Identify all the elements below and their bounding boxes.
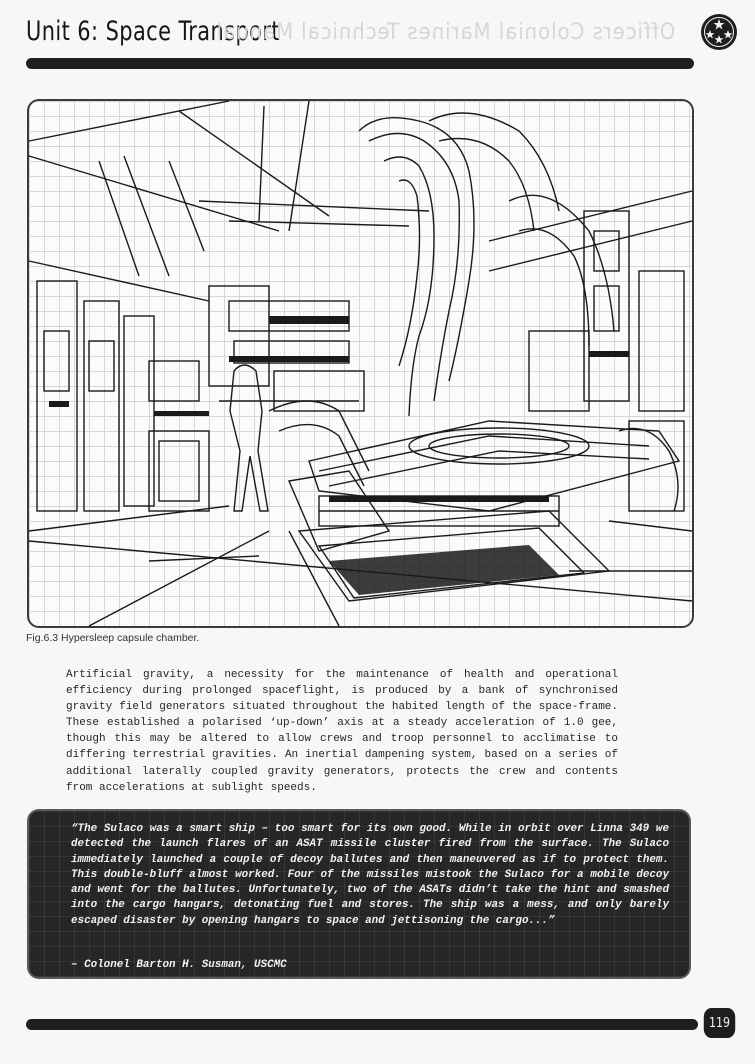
quote-text: “The Sulaco was a smart ship – too smart for its own good. While in orbit over Linna 349 we detected the launch flares of an ASAT missile cluster fired from the surface. The Sulaco immediately launched a couple of decoy ballutes and then maneuvered as if to protect them. This double-bluff almost worked. Four of the missiles mistook the Sulaco for a mobile decoy and went for the ballutes. Unfortunately, two of the ASATs didn’t take the hint and smashed into the cargo hangars, detonating fuel and stores. The ship was a mess, and only barely escaped disaster by opening hangars to space and jettisoning the cargo...” — [71, 823, 669, 927]
footer-bar — [26, 1019, 698, 1030]
hypersleep-chamber-illustration — [29, 101, 692, 626]
body-paragraph: Artificial gravity, a necessity for the maintenance of health and operational efficiency during prolonged spaceflight, is produced by a bank of synchronised gravity field generators situated throughout the habited length of the space-frame. These established a polarised ‘up-down’ axis at a steady acceleration of 1.0 gee, though this may be altered to allow crews and troop personnel to acclimatise to differing terrestrial gravities. An inertial dampening system, based on a series of additional laterally coupled gravity generators, protects the crew and contents from accelerations at sublight speeds. — [66, 669, 618, 794]
unit-title: Unit 6: Space Transport — [26, 16, 280, 47]
figure-caption: Fig.6.3 Hypersleep capsule chamber. — [26, 632, 200, 644]
quote-box — [27, 809, 691, 979]
quote-attribution: – Colonel Barton H. Susman, USCMC — [71, 959, 287, 971]
page-number: 119 — [704, 1008, 735, 1038]
header-bar — [26, 58, 694, 69]
stars-emblem-icon — [700, 13, 738, 51]
figure-frame — [27, 99, 694, 628]
ghost-title: Officers Colonial Marines Technical Manual — [215, 20, 676, 45]
